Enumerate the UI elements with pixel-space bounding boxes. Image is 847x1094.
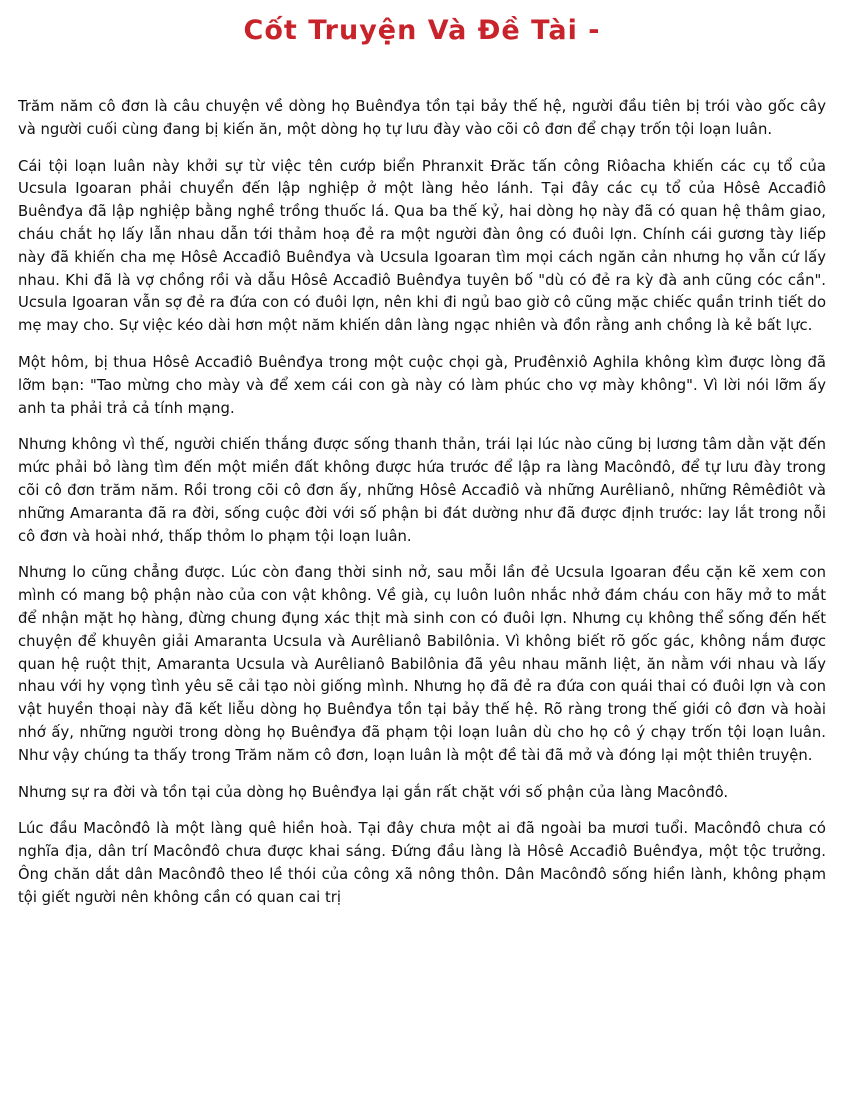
paragraph-2: Cái tội loạn luân này khởi sự từ việc tên cướp biển Phranxit Đrăc tấn công Riôacha khiến các cụ tổ của Ucsula Igoaran phải chuyển đến lập nghiệp ở một làng hẻo lánh. Tại đây các cụ tổ của Hôsê Accađiô Buênđya đã lập nghiệp bằng nghề trồng thuốc lá. Qua ba thế kỷ, hai dòng họ này đã có quan hệ thâm giao, cháu chắt họ lấy lẫn nhau dẫn tới thảm hoạ đẻ ra một người đàn ông có đuôi lợn. Chính cái gương tày liếp này đã khiến cha mẹ Hôsê Accađiô Buênđya và Ucsula Igoaran tìm mọi cách ngăn cản nhưng họ vẫn cứ lấy nhau. Khi đã là vợ chồng rồi và dẫu Hôsê Accađiô Buênđya tuyên bố "dù có đẻ ra kỳ đà anh cũng cóc cần". Ucsula Igoaran vẫn sợ đẻ ra đứa con có đuôi lợn, nên khi đi ngủ bao giờ cô cũng mặc chiếc quần trinh tiết do mẹ may cho. Sự việc kéo dài hơn một năm khiến dân làng ngạc nhiên và đồn rằng anh chồng là kẻ bất lực.	[18, 157, 826, 335]
paragraph-6: Nhưng sự ra đời và tồn tại của dòng họ Buênđya lại gắn rất chặt với số phận của làng Macônđô.	[18, 783, 729, 801]
article-title: Cốt Truyện Và Đề Tài -	[243, 15, 601, 46]
paragraph-1: Trăm năm cô đơn là câu chuyện về dòng họ Buênđya tồn tại bảy thế hệ, người đầu tiên bị trói vào gốc cây và người cuối cùng đang bị kiến ăn, một dòng họ tự lưu đày vào cõi cô đơn để chạy trốn tội loạn luân.	[18, 98, 826, 138]
paragraph-4: Nhưng không vì thế, người chiến thắng được sống thanh thản, trái lại lúc nào cũng bị lương tâm dằn vặt đến mức phải bỏ làng tìm đến một miền đất không được hứa trước để lập ra làng Macônđô, để tự lưu đày trong cõi cô đơn trăm năm. Rồi trong cõi cô đơn ấy, những Hôsê Accađiô và những Aurêlianô, những Rêmêđiôt và những Amaranta đã ra đời, sống cuộc đời với số phận bi đát dường như đã được định trước: lay lắt trong nỗi cô đơn và hoài nhớ, thấp thỏm lo phạm tội loạn luân.	[18, 436, 826, 545]
paragraph-7: Lúc đầu Macônđô là một làng quê hiền hoà. Tại đây chưa một ai đã ngoài ba mươi tuổi. Macônđô chưa có nghĩa địa, dân trí Macônđô chưa được khai sáng. Đứng đầu làng là Hôsê Accađiô Buênđya, một tộc trưởng. Ông chăn dắt dân Macônđô theo lề thói của công xã nông thôn. Dân Macônđô sống hiền lành, không phạm tội giết người nên không cần có quan cai trị	[18, 820, 826, 906]
paragraph-5: Nhưng lo cũng chẳng được. Lúc còn đang thời sinh nở, sau mỗi lần đẻ Ucsula Igoaran đều cặn kẽ xem con mình có mang bộ phận nào của con vật không. Về già, cụ luôn luôn nhắc nhở đám cháu con hãy mở to mắt để nhận mặt họ hàng, đừng chung đụng xác thịt mà sinh con có đuôi lợn. Nhưng cụ không thể sống đến hết chuyện để khuyên giải Amaranta Ucsula và Aurêlianô Babilônia. Vì không biết rõ gốc gác, không nắm được quan hệ ruột thịt, Amaranta Ucsula và Aurêlianô Babilônia đã yêu nhau mãnh liệt, ăn nằm với nhau và lấy nhau với hy vọng tình yêu sẽ cải tạo nòi giống mình. Nhưng họ đã đẻ ra đứa con quái thai có đuôi lợn và con vật huyền thoại này đã kết liễu dòng họ Buênđya tồn tại bảy thế hệ. Rõ ràng trong thế giới cô đơn và hoài nhớ ấy, những người trong dòng họ Buênđya đã phạm tội loạn luân dù cho họ cô ý chạy trốn tội loạn luân. Như vậy chúng ta thấy trong Trăm năm cô đơn, loạn luân là một đề tài đã mở và đóng lại một thiên truyện.	[18, 564, 826, 764]
document-page	[18, 10, 826, 924]
paragraph-3: Một hôm, bị thua Hôsê Accađiô Buênđya trong một cuộc chọi gà, Pruđênxiô Aghila không kìm được lòng đã lỡm bạn: "Tao mừng cho mày và để xem cái con gà này có làm phúc cho vợ mày không". Vì lời nói lỡm ấy anh ta phải trả cả tính mạng.	[18, 353, 826, 417]
